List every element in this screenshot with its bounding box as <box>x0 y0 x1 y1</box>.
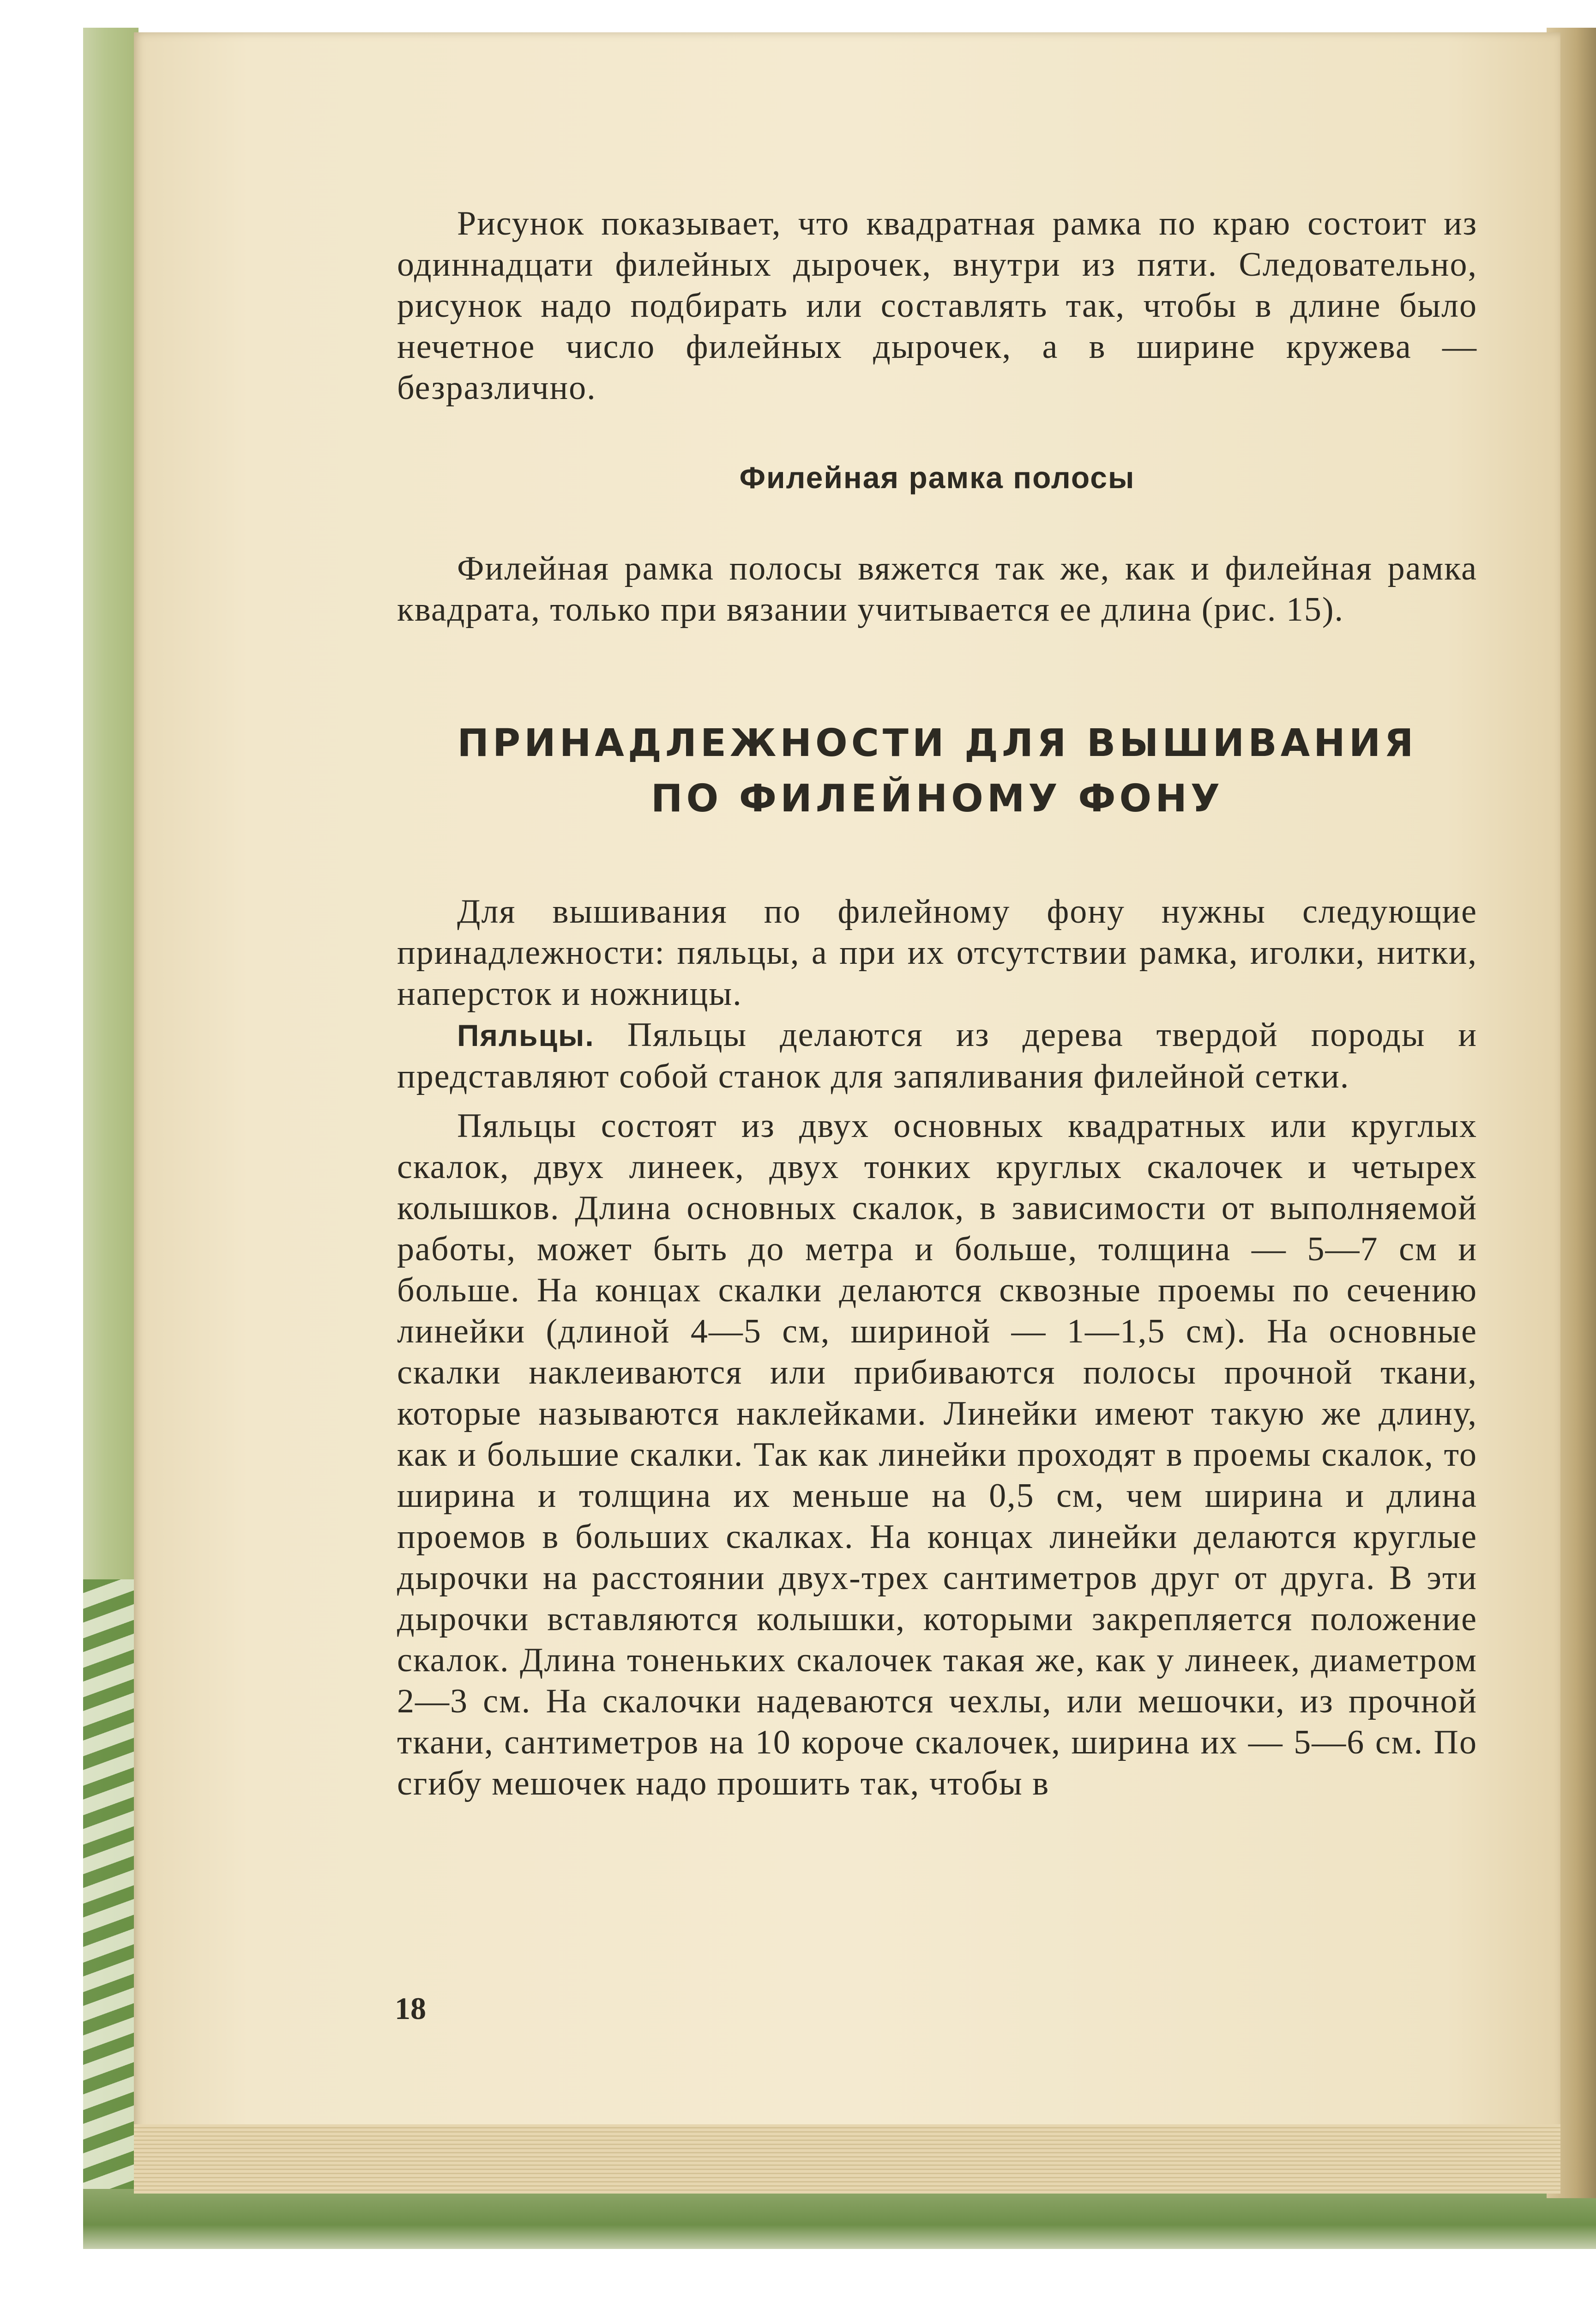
chapter-heading <box>397 716 1477 827</box>
book-cover-bottom <box>83 2189 1596 2249</box>
paragraph-4-body: Пяльцы делаются из дерева твердой породы и представляют собой станок для запяливания филейной сетки. <box>397 1016 1477 1095</box>
chapter-heading-line-2: ПО ФИЛЕЙНОМУ ФОНУ <box>650 777 1224 821</box>
page-number: 18 <box>395 1991 426 2026</box>
runin-term: Пяльцы. <box>457 1018 595 1052</box>
paragraph-1: Рисунок показывает, что квадратная рамка по краю состоит из одиннадцати филейных дырочек, внутри из пяти. Следовательно, рисунок надо подбирать или составлять так, чтобы в длине было нечетное число филейных дырочек, а в ширине кружева — безразлично. <box>397 205 1477 407</box>
page-text <box>397 203 1477 1804</box>
chapter-heading-line-1: ПРИНАДЛЕЖНОСТИ ДЛЯ ВЫШИВАНИЯ <box>457 721 1417 765</box>
cover-pattern <box>83 1579 139 2221</box>
page-stack-edge <box>134 2124 1560 2194</box>
paragraph-5: Пяльцы состоят из двух основных квадратных или круглых скалок, двух линеек, двух тонких круглых скалочек и четырех колышков. Длина основных скалок, в зависимости от выполняемой работы, может быть до метра и больше, толщина — 5—7 см и больше. На концах скалки делаются сквозные проемы по сечению линейки (длиной 4—5 см, шириной — 1—1,5 см). На основные скалки наклеиваются или прибиваются полосы прочной ткани, которые называются наклейками. Линейки имеют такую же длину, как и большие скалки. Так как линейки проходят в проемы скалок, то ширина и толщина их меньше на 0,5 см, чем ширина и длина проемов в больших скалках. На концах линейки делаются круглые дырочки на расстоянии двух-трех сантиметров друг от друга. В эти дырочки вставляются колышки, которыми закрепляется положение скалок. Длина тоненьких скалочек такая же, как у линеек, диаметром 2—3 см. На скалочки надеваются чехлы, или мешочки, из прочной ткани, сантиметров на 10 короче скалочек, ширина их — 5—6 см. По сгибу мешочек надо прошить так, чтобы в <box>397 1107 1477 1802</box>
paragraph-2: Филейная рамка полосы вяжется так же, как и филейная рамка квадрата, только при вязании учитывается ее длина (рис. 15). <box>397 550 1477 629</box>
subheading-filet-strip-frame: Филейная рамка полосы <box>739 460 1135 495</box>
paragraph-4 <box>397 1015 1477 1097</box>
paragraph-3: Для вышивания по филейному фону нужны следующие принадлежности: пяльцы, а при их отсутствии рамка, иголки, нитки, наперсток и ножницы. <box>397 893 1477 1013</box>
